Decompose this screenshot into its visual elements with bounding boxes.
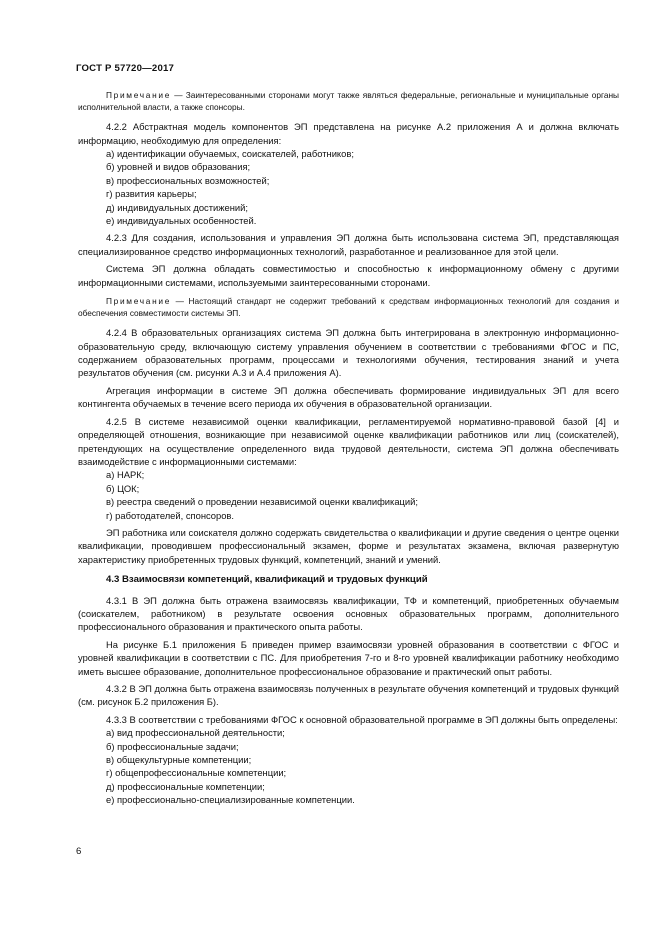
section-heading: 4.3 Взаимосвязи компетенций, квалификаций и трудовых функций (106, 574, 428, 586)
document-body (78, 90, 619, 807)
note-dash: — (171, 90, 186, 100)
page-number: 6 (76, 846, 82, 857)
list-item: а) вид профессиональной деятельности; (106, 727, 285, 739)
list-item: д) профессиональные компетенции; (106, 780, 265, 792)
list-item: а) НАРК; (106, 469, 145, 481)
body-paragraph: 4.2.4 В образовательных организациях система ЭП должна быть интегрирована в электронную информационно-образовательную среду, включающую систему управления обучением в соответствии с требованиями ФГОС и ПС, содержанием образовательных программ, процессами и технологиями обучения, тестирования знаний и учета результатов обучения (см. рисунки А.3 и А.4 приложения А). (78, 327, 619, 379)
body-paragraph: Агрегация информации в системе ЭП должна обеспечивать формирование индивидуальных ЭП для всего контингента обучаемых в течение всего периода их обучения в образовательной организации. (78, 384, 619, 410)
note-text: Заинтересованными сторонами могут также являться федеральные, региональные и муниципальные органы исполнительной власти, а также спонсоры. (78, 90, 619, 112)
body-paragraph: Система ЭП должна обладать совместимостью и способностью к информационному обмену с другими информационными системами, используемыми заинтересованными сторонами. (78, 263, 619, 288)
note-paragraph (78, 296, 619, 319)
body-paragraph: 4.2.2 Абстрактная модель компонентов ЭП представлена на рисунке А.2 приложения А и должна включать информацию, необходимую для определения: (78, 121, 619, 146)
body-paragraph: 4.3.1 В ЭП должна быть отражена взаимосвязь квалификации, ТФ и компетенций, приобретенных обучаемым (соискателем, работником) в результате освоения основных образовательных программ, дополнительного профессионального образования и практического опыта работы. (78, 594, 619, 633)
list-item: д) индивидуальных достижений; (106, 201, 249, 213)
list-item: б) профессиональные задачи; (106, 740, 239, 752)
list-item: в) реестра сведений о проведении независимой оценки квалификаций; (106, 496, 418, 508)
list-item: в) профессиональных возможностей; (106, 174, 270, 186)
body-paragraph: 4.3.2 В ЭП должна быть отражена взаимосвязь полученных в результате обучения компетенций и трудовых функций (см. рисунок Б.2 приложения Б). (78, 683, 619, 708)
body-paragraph: 4.2.3 Для создания, использования и управления ЭП должна быть использована система ЭП, представляющая специализированное средство информационных технологий, разработанное и реализованное для этой цели. (78, 232, 619, 257)
list-item: б) ЦОК; (106, 482, 140, 494)
note-dash: — (171, 296, 189, 307)
list-item: е) профессионально-специализированные компетенции. (106, 794, 355, 806)
list-item: б) уровней и видов образования; (106, 161, 251, 173)
list-item: г) работодателей, спонсоров. (106, 509, 235, 521)
note-paragraph (78, 90, 619, 113)
body-paragraph: На рисунке Б.1 приложения Б приведен пример взаимосвязи уровней образования в соответствии с ФГОС и уровней квалификации в соответствии с ПС. Для приобретения 7-го и 8-го уровней квалификации работнику необходимо иметь высшее образование, дополнительное профессиональное образование и практический опыт работы. (78, 638, 619, 677)
body-paragraph: ЭП работника или соискателя должно содержать свидетельства о квалификации и другие сведения о центре оценки квалификации, проводившем профессиональный экзамен, форме и результатах экзамена, включая развернутую характеристику приобретенных трудовых функций, компетенций, знаний и умений. (78, 526, 619, 565)
note-label: Примечание (106, 296, 172, 307)
list-item: е) индивидуальных особенностей. (106, 215, 257, 227)
list-item: в) общекультурные компетенции; (106, 754, 252, 766)
list-item: г) общепрофессиональные компетенции; (106, 767, 287, 779)
note-text: Настоящий стандарт не содержит требований к средствам информационных технологий для создания и обеспечения совместимости системы ЭП. (78, 296, 619, 318)
list-item: а) идентификации обучаемых, соискателей, работников; (106, 148, 354, 159)
doc-header: ГОСТ Р 57720—2017 (76, 63, 175, 74)
note-label: Примечание (106, 90, 172, 100)
list-item: г) развития карьеры; (106, 188, 197, 200)
body-paragraph: 4.2.5 В системе независимой оценки квалификации, регламентируемой нормативно-правовой базой [4] и определяющей отношения, возникающие при независимой оценке квалификации работников или лиц (соискателей), претендующих на осуществление определенного вида трудовой деятельности, система ЭП должна обеспечивать взаимодействие с информационными системами: (78, 415, 619, 467)
body-paragraph: 4.3.3 В соответствии с требованиями ФГОС к основной образовательной программе в ЭП должны быть определены: (106, 713, 618, 725)
